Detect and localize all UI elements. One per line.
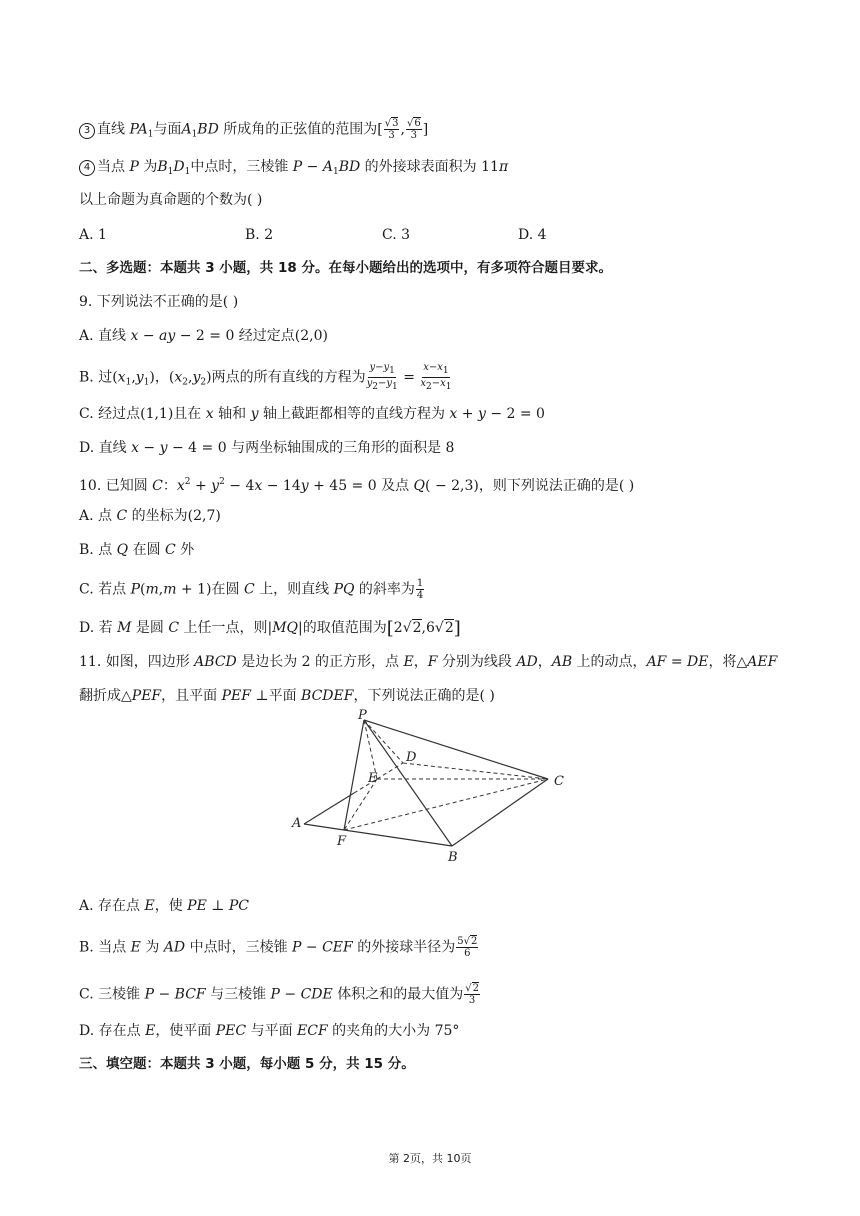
label-F: F: [337, 834, 347, 849]
statement-3: 3 直线 $PA_1$与面$A_1BD$ 所成角的正弦值的范围为[ $\frac{√3}{3}$ , $\frac{√6}{3}$ ]: [79, 118, 428, 145]
q11-option-c: C. 三棱锥 P − BCF 与三棱锥 P − CDE 体积之和的最大值为 $\frac{√2}{3}$: [79, 983, 479, 1006]
q9-option-d: D. 直线 x − y − 4 = 0 与两坐标轴围成的三角形的面积是 8: [79, 440, 455, 456]
q8-option-c: C. 3: [382, 227, 411, 243]
section-2-heading: 二、多选题：本题共 3 小题，共 18 分。在每小题给出的选项中，有多项符合题目要求。: [79, 260, 612, 276]
edge-DC: [403, 763, 548, 779]
label-B: B: [448, 850, 458, 865]
label-P: P: [358, 708, 367, 723]
q8-option-b: B. 2: [245, 227, 274, 243]
q9-option-a: A. 直线 x − ay − 2 = 0 经过定点(2,0): [79, 328, 328, 344]
q10-option-b: B. 点 Q 在圆 C 外: [79, 542, 195, 558]
q10-stem: 10. 已知圆 C：$x^2 + y^2 - 4x - 14y + 45 = 0$ 及点 Q( − 2,3)，则下列说法正确的是( ): [79, 477, 635, 494]
q11-option-b: B. 当点 E 为 AD 中点时，三棱锥 P − CEF 的外接球半径为 $\frac{5√2}{6}$: [79, 936, 478, 959]
label-D: D: [406, 750, 417, 765]
q8-option-a: A. 1: [79, 227, 107, 243]
edge-AF: [304, 824, 344, 830]
edge-FC: [344, 779, 548, 830]
q9-option-c: C. 经过点(1,1)且在 x 轴和 y 轴上截距都相等的直线方程为 x + y − 2 = 0: [79, 406, 545, 422]
statement-4: 4 当点 P 为$B_1D_1$中点时，三棱锥 $P - A_1BD$ 的外接球表面积为 11π: [79, 157, 508, 182]
pyramid-figure: [280, 707, 580, 867]
circled-number-3: 3: [79, 123, 95, 139]
q10-option-d: D. 若 M 是圆 C 上任一点，则|MQ|的取值范围为[2√2,6√2]: [79, 618, 461, 639]
q11-stem-line1: 11. 如图，四边形 ABCD 是边长为 2 的正方形，点 E，F 分别为线段 AD，AB 上的动点，AF = DE，将△AEF: [79, 654, 778, 670]
label-C: C: [554, 774, 564, 789]
q11-option-d: D. 存在点 E，使平面 PEC 与平面 ECF 的夹角的大小为 75°: [79, 1023, 460, 1039]
q10-option-c: C. 若点 P(m,m + 1)在圆 C 上，则直线 PQ 的斜率为 $\frac{1}{4}$: [79, 578, 424, 601]
q11-option-a: A. 存在点 E，使 PE ⊥ PC: [79, 898, 250, 914]
circled-number-4: 4: [79, 160, 95, 176]
q8-count-question: 以上命题为真命题的个数为( ): [79, 192, 263, 208]
edge-PF: [344, 720, 364, 830]
label-A: A: [292, 816, 302, 831]
section-3-heading: 三、填空题：本题共 3 小题，每小题 5 分，共 15 分。: [79, 1056, 415, 1072]
label-E: E: [368, 771, 378, 786]
edge-FB: [344, 830, 452, 846]
q8-option-d: D. 4: [518, 227, 547, 243]
q9-option-b: B. 过$(x_1,y_1)$，$(x_2,y_2)$两点的所有直线的方程为 $\frac{y-y_1}{y_2-y_1}$ = $\frac{x-x_1}{x_2-x_1}$: [79, 362, 452, 392]
edge-BC: [452, 779, 548, 846]
page-footer: 第 2页，共 10页: [388, 1152, 472, 1165]
q11-stem-line2: 翻折成△PEF，且平面 PEF ⊥平面 BCDEF，下列说法正确的是( ): [79, 688, 495, 704]
q9-stem: 9. 下列说法不正确的是( ): [79, 294, 239, 310]
q10-option-a: A. 点 C 的坐标为(2,7): [79, 508, 221, 524]
